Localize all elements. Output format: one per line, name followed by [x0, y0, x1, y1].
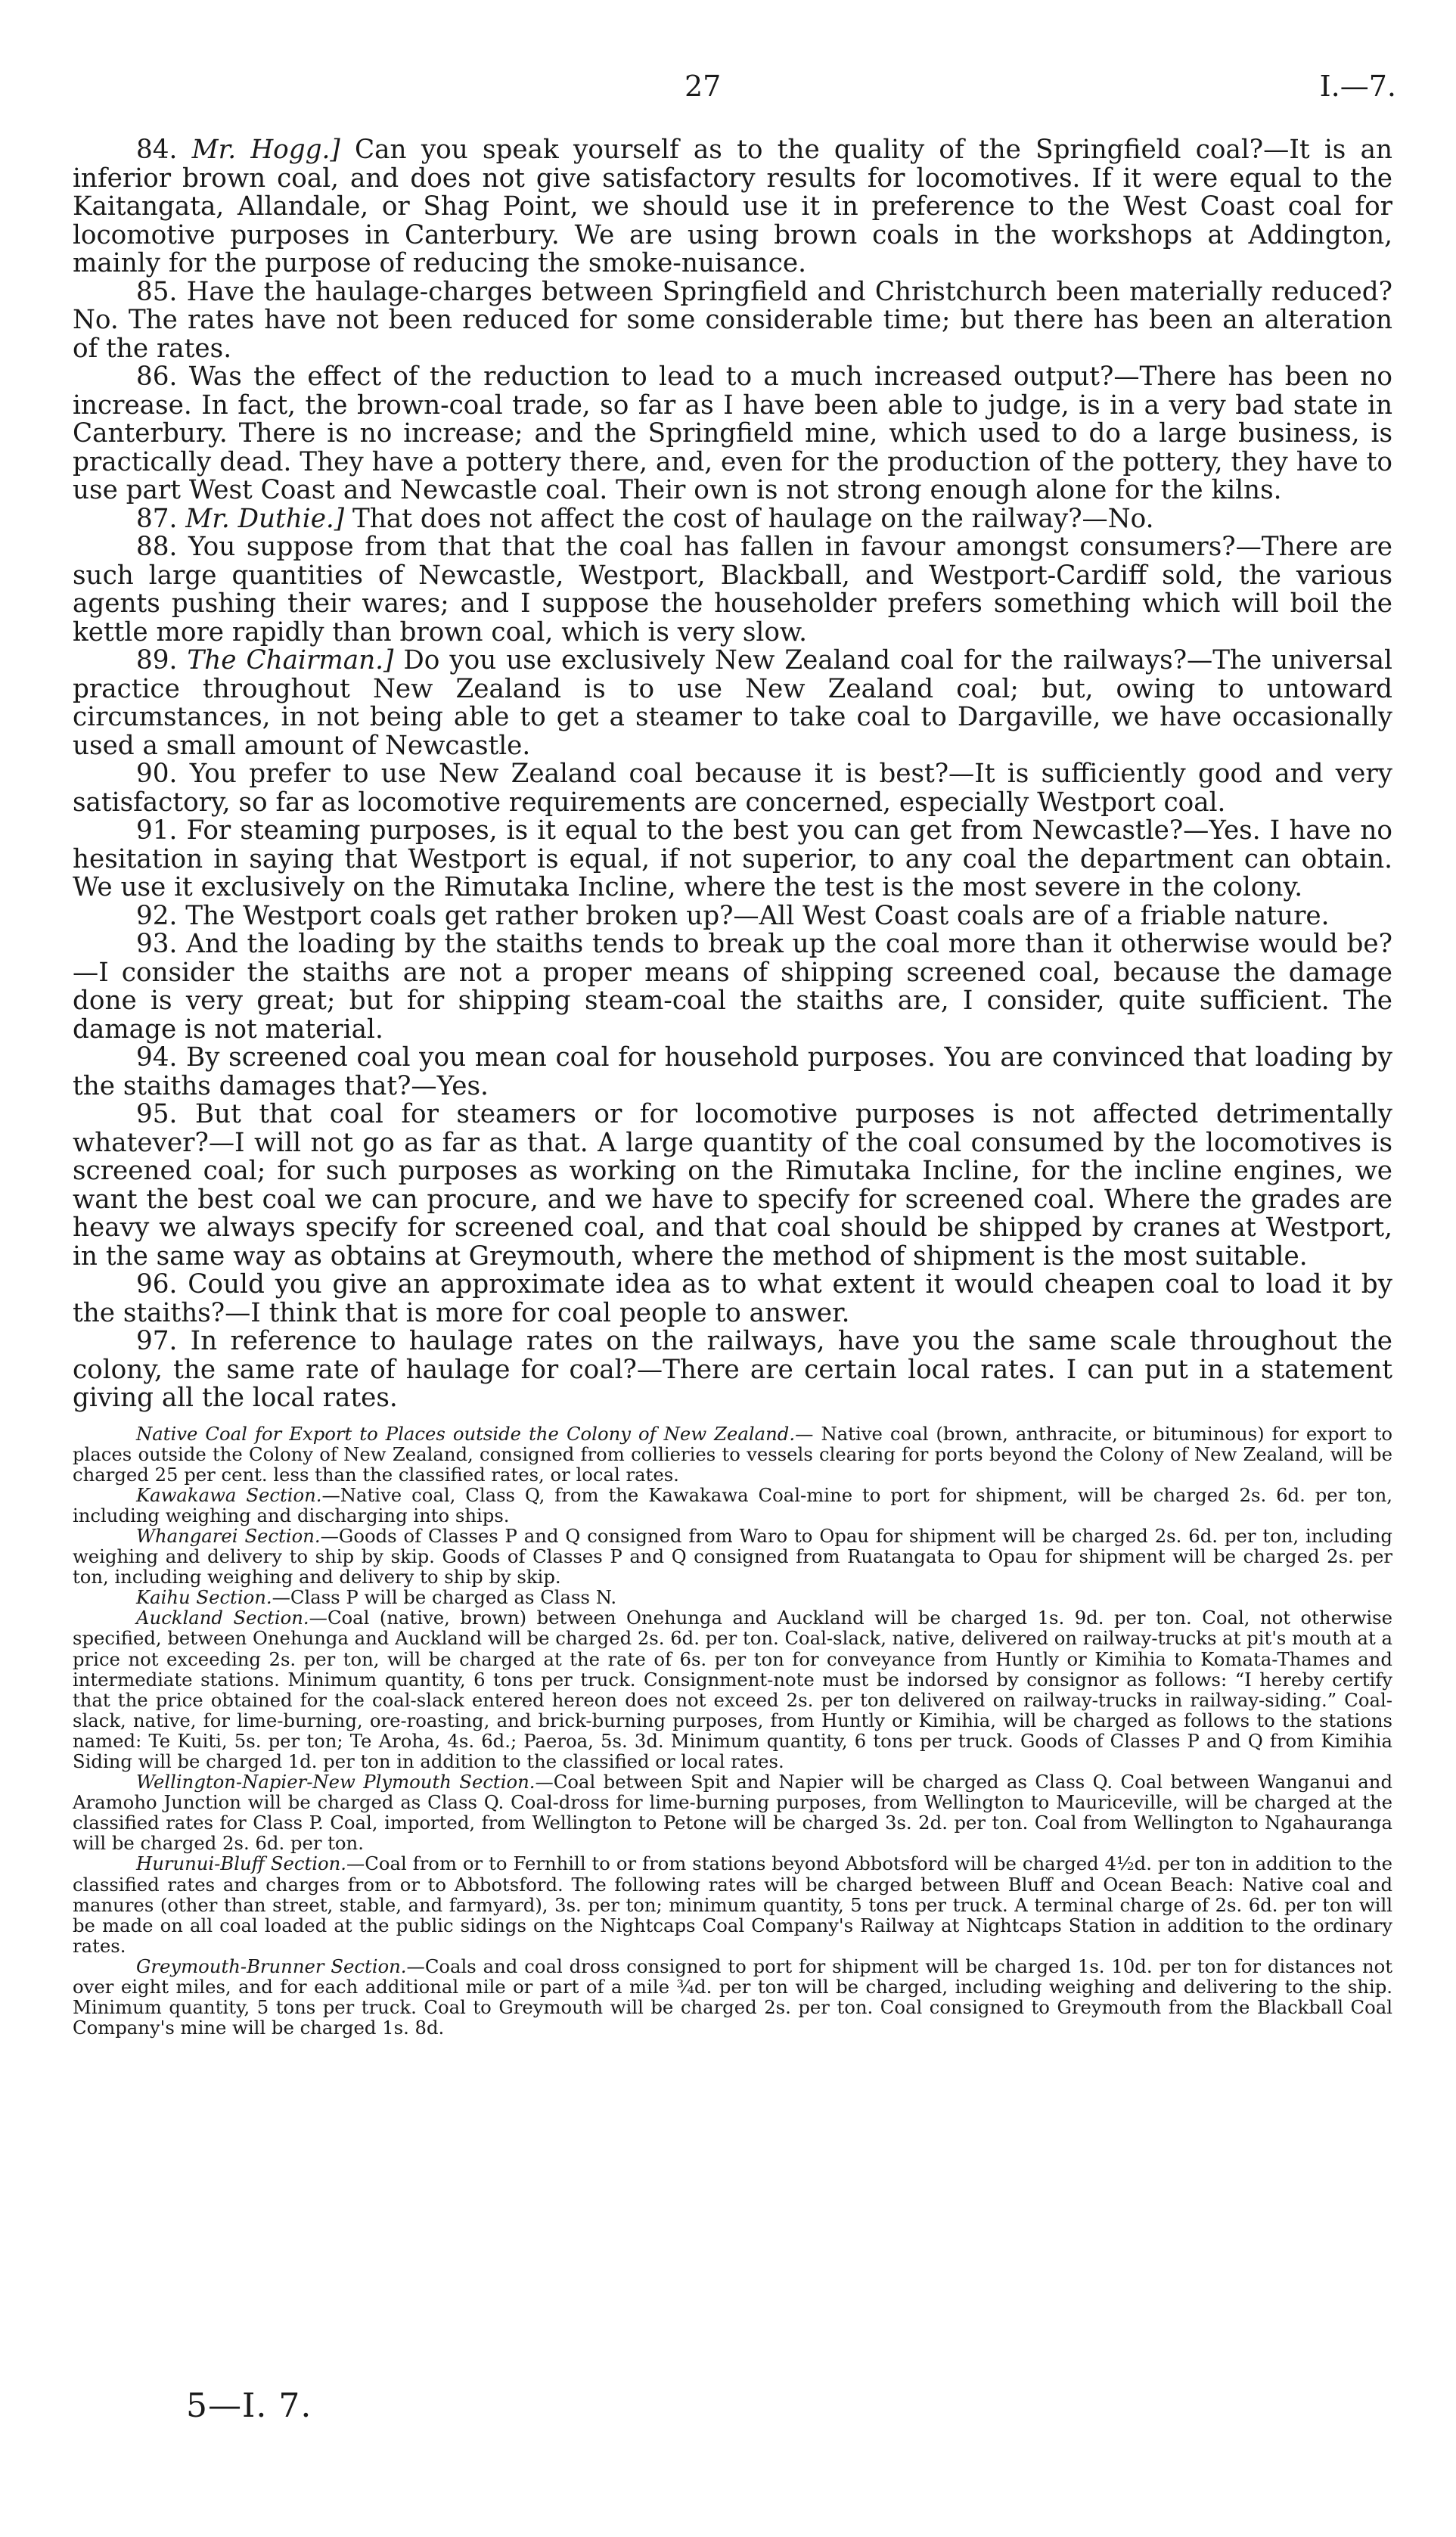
- question-paragraph: 87. Mr. Duthie.] That does not affect the cost of haulage on the railway?—No.: [136, 503, 1154, 534]
- signature-mark: 5—I. 7.: [186, 2386, 312, 2425]
- rate-note: Wellington-Napier-New Plymouth Section.—Coal between Spit and Napier will be charged as Class Q. Coal between Wanganui and Aramoho Junction will be charged as Class Q. Coal-dross for lime-burning purposes, from Wellington to Mauriceville, will be charged at the classified rates for Class P. Coal, imported, from Wellington to Petone will be charged 3s. 2d. per ton. Coal from Wellington to Ngahauranga will be charged 2s. 6d. per ton.: [73, 1771, 1392, 1855]
- page-number: 27: [685, 70, 722, 103]
- local-rates-statement: [73, 1424, 1392, 2039]
- rate-note: Native Coal for Export to Places outside the Colony of New Zealand.— Native coal (brown, anthracite, or bituminous) for export to places outside the Colony of New Zealand, consigned from collieries to vessels clearing for ports beyond the Colony of New Zealand, will be charged 25 per cent. less than the classified rates, or local rates.: [73, 1422, 1392, 1486]
- question-paragraph: 91. For steaming purposes, is it equal to the best you can get from Newcastle?—Yes. I have no hesitation in saying that Westport is equal, if not superior, to any coal the department can obtain. We use it exclusively on the Rimutaka Incline, where the test is the most severe in the colony.: [73, 815, 1392, 902]
- question-paragraph: 95. But that coal for steamers or for locomotive purposes is not affected detrimentally whatever?—I will not go as far as that. A large quantity of the coal consumed by the locomotives is screened coal; for such purposes as working on the Rimutaka Incline, for the incline engines, we want the best coal we can procure, and we have to specify for screened coal. Where the grades are heavy we always specify for screened coal, and that coal should be shipped by cranes at Westport, in the same way as obtains at Greymouth, where the method of shipment is the most suitable.: [73, 1099, 1392, 1272]
- question-paragraph: 90. You prefer to use New Zealand coal because it is best?—It is sufficiently good and very satisfactory, so far as locomotive requirements are concerned, especially Westport coal.: [73, 759, 1392, 818]
- question-paragraph: 92. The Westport coals get rather broken up?—All West Coast coals are of a friable nature.: [136, 900, 1330, 931]
- questions-list: [73, 136, 1392, 1413]
- question-paragraph: 86. Was the effect of the reduction to lead to a much increased output?—There has been no increase. In fact, the brown-coal trade, so far as I have been able to judge, is in a very bad state in Canterbury. There is no increase; and the Springfield mine, which used to do a large business, is practically dead. They have a pottery there, and, even for the production of the pottery, they have to use part West Coast and Newcastle coal. Their own is not strong enough alone for the kilns.: [73, 362, 1392, 505]
- paper-reference: I.—7.: [1319, 70, 1396, 103]
- rate-note: Hurunui-Bluff Section.—Coal from or to Fernhill to or from stations beyond Abbotsford will be charged 4½d. per ton in addition to the classified rates and charges from or to Abbotsford. The following rates will be charged between Bluff and Ocean Beach: Native coal and manures (other than street, stable, and farmyard), 3s. per ton; minimum quantity, 5 tons per truck. A terminal charge of 2s. 6d. per ton will be made on all coal loaded at the public sidings on the Nightcaps Coal Company's Railway at Nightcaps Station in addition to the ordinary rates.: [73, 1852, 1392, 1957]
- rate-note: Greymouth-Brunner Section.—Coals and coal dross consigned to port for shipment will be charged 1s. 10d. per ton for distances not over eight miles, and for each additional mile or part of a mile ¾d. per ton will be charged, including weighing and delivering to the ship. Minimum quantity, 5 tons per truck. Coal to Greymouth will be charged 2s. per ton. Coal consigned to Greymouth from the Blackball Coal Company's mine will be charged 1s. 8d.: [73, 1955, 1392, 2039]
- question-paragraph: 84. Mr. Hogg.] Can you speak yourself as to the quality of the Springfield coal?—It is an inferior brown coal, and does not give satisfactory results for locomotives. If it were equal to the Kaitangata, Allandale, or Shag Point, we should use it in preference to the West Coast coal for locomotive purposes in Canterbury. We are using brown coals in the workshops at Addington, mainly for the purpose of reducing the smoke-nuisance.: [73, 135, 1392, 278]
- question-paragraph: 93. And the loading by the staiths tends to break up the coal more than it otherwise would be?—I consider the staiths are not a proper means of shipping screened coal, because the damage done is very great; but for shipping steam-coal the staiths are, I consider, quite sufficient. The damage is not material.: [73, 929, 1392, 1045]
- rate-note: Kaihu Section.—Class P will be charged as Class N.: [136, 1586, 617, 1609]
- rate-note: Whangarei Section.—Goods of Classes P and Q consigned from Waro to Opau for shipment will be charged 2s. 6d. per ton, including weighing and delivery to ship by skip. Goods of Classes P and Q consigned from Ruatangata to Opau for shipment will be charged 2s. per ton, including weighing and delivery to ship by skip.: [73, 1524, 1392, 1588]
- question-paragraph: 94. By screened coal you mean coal for household purposes. You are convinced that loading by the staiths damages that?—Yes.: [73, 1042, 1392, 1101]
- question-paragraph: 97. In reference to haulage rates on the railways, have you the same scale throughout the colony, the same rate of haulage for coal?—There are certain local rates. I can put in a statement giving all the local rates.: [73, 1326, 1392, 1413]
- rate-note: Auckland Section.—Coal (native, brown) between Onehunga and Auckland will be charged 1s. 9d. per ton. Coal, not otherwise specified, between Onehunga and Auckland will be charged 2s. 6d. per ton. Coal-slack, native, delivered on railway-trucks at pit's mouth at a price not exceeding 2s. per ton, will be charged at the rate of 6s. per ton for conveyance from Huntly or Kimihia to Komata-Thames and intermediate stations. Minimum quantity, 6 tons per truck. Consignment-note must be indorsed by consignor as follows: “I hereby certify that the price obtained for the coal-slack entered hereon does not exceed 2s. per ton delivered on railway-trucks in railway-siding.” Coal-slack, native, for lime-burning, ore-roasting, and brick-burning purposes, from Huntly or Kimihia, will be charged as follows to the stations named: Te Kuiti, 5s. per ton; Te Aroha, 4s. 6d.; Paeroa, 5s. 3d. Minimum quantity, 6 tons per truck. Goods of Classes P and Q from Kimihia Siding will be charged 1d. per ton in addition to the classified or local rates.: [73, 1607, 1392, 1772]
- rate-note: Kawakawa Section.—Native coal, Class Q, from the Kawakawa Coal-mine to port for shipment, will be charged 2s. 6d. per ton, including weighing and discharging into ships.: [73, 1483, 1392, 1526]
- document-body: [73, 136, 1392, 2038]
- question-paragraph: 96. Could you give an approximate idea as to what extent it would cheapen coal to load it by the staiths?—I think that is more for coal people to answer.: [73, 1269, 1392, 1328]
- question-paragraph: 85. Have the haulage-charges between Springfield and Christchurch been materially reduced? No. The rates have not been reduced for some considerable time; but there has been an alteration of the rates.: [73, 276, 1392, 364]
- question-paragraph: 89. The Chairman.] Do you use exclusively New Zealand coal for the railways?—The universal practice throughout New Zealand is to use New Zealand coal; but, owing to untoward circumstances, in not being able to get a steamer to take coal to Dargaville, we have occasionally used a small amount of Newcastle.: [73, 645, 1392, 761]
- question-paragraph: 88. You suppose from that that the coal has fallen in favour amongst consumers?—There are such large quantities of Newcastle, Westport, Blackball, and Westport-Cardiff sold, the various agents pushing their wares; and I suppose the householder prefers something which will boil the kettle more rapidly than brown coal, which is very slow.: [73, 532, 1392, 647]
